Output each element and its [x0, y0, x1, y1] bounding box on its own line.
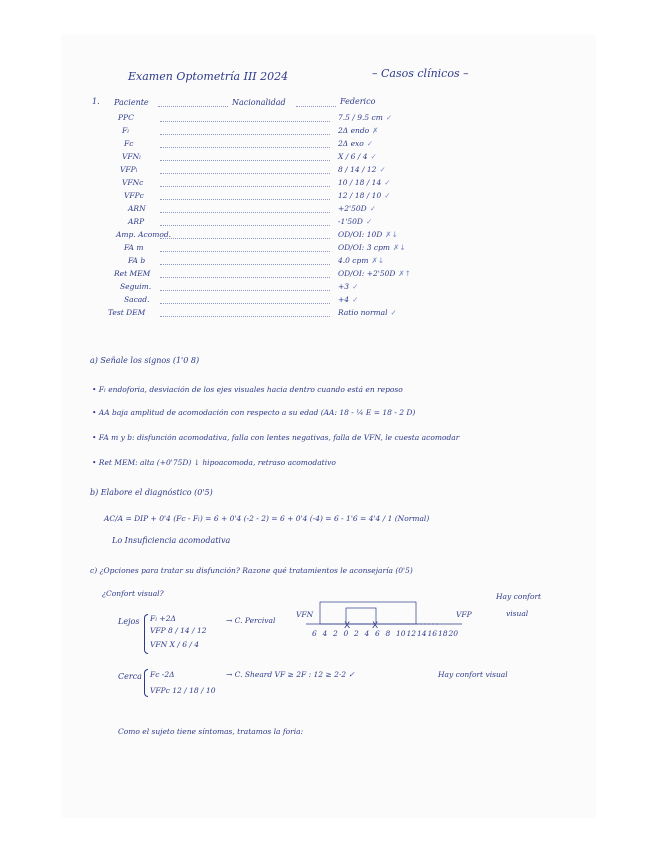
confort-question: ¿Confort visual? — [102, 589, 164, 598]
finding-value-text: 8 / 14 / 12 — [338, 165, 377, 174]
finding-value-text: 2Δ exo — [338, 139, 364, 148]
section-a-bullet: • FA m y b: disfunción acomodativa, falla con lentes negativas, falla de VFN, le cuesta acomodar — [92, 433, 460, 442]
scale-tick-label: 0 — [343, 629, 349, 638]
dotted-leader — [160, 212, 330, 213]
finding-value — [338, 139, 373, 148]
cerca-line: VFPc 12 / 18 / 10 — [150, 686, 216, 695]
cerca-line: Fc -2Δ — [150, 670, 175, 679]
dotted-leader — [296, 106, 336, 107]
finding-mark: ✓ — [384, 191, 391, 200]
case-number: 1. — [92, 97, 100, 106]
finding-mark: ✓ — [370, 152, 377, 161]
finding-value-text: OD/OI: 3 cpm — [338, 243, 390, 252]
finding-value-text: 7.5 / 9.5 cm — [338, 113, 383, 122]
finding-value-text: 4.0 cpm — [338, 256, 369, 265]
finding-mark: ✓ — [352, 295, 359, 304]
lejos-result: → C. Percival — [226, 616, 276, 625]
finding-label: VFNc — [122, 178, 144, 187]
finding-value-text: 10 / 18 / 14 — [338, 178, 382, 187]
section-a-heading: a) Señale los signos (1'0 8) — [90, 356, 200, 365]
section-a-bullet: • AA baja amplitud de acomodación con respecto a su edad (AA: 18 - ¼ E = 18 - 2 D) — [92, 408, 416, 417]
dotted-leader — [160, 316, 330, 317]
finding-value — [338, 126, 378, 135]
lejos-line: VFN X / 6 / 4 — [150, 640, 200, 649]
finding-mark: ✓ — [385, 113, 393, 122]
finding-label: Fₗ — [122, 126, 130, 135]
section-b-heading: b) Elabore el diagnóstico (0'5) — [90, 488, 213, 497]
dotted-leader — [160, 173, 330, 174]
confort-note-1: Hay confort — [496, 592, 542, 601]
final-note: Como el sujeto tiene síntomas, tratamos la foria: — [118, 727, 304, 736]
finding-mark: ✗↓ — [392, 243, 406, 252]
nacionalidad-label: Nacionalidad — [232, 98, 286, 107]
dotted-leader — [160, 303, 330, 304]
finding-value — [338, 178, 391, 187]
finding-value-text: 2Δ endo — [338, 126, 370, 135]
finding-mark: ✓ — [365, 217, 373, 226]
finding-value-text: 12 / 18 / 10 — [338, 191, 382, 200]
finding-label: VFNₗ — [122, 152, 142, 161]
finding-value — [338, 191, 391, 200]
section-c-heading: c) ¿Opciones para tratar su disfunción? Razone qué tratamientos le aconsejaría (0'5) — [90, 566, 413, 575]
finding-label: Test DEM — [108, 308, 146, 317]
scale-tick-label: 4 — [322, 629, 328, 638]
finding-label: FA b — [128, 256, 146, 265]
scale-left-label: VFN — [296, 610, 314, 619]
scale-tick-label: 10 — [396, 629, 406, 638]
dotted-leader — [160, 199, 330, 200]
finding-mark: ✓ — [366, 139, 374, 148]
finding-label: Ret MEM — [114, 269, 151, 278]
dotted-leader — [160, 186, 330, 187]
dotted-leader — [160, 251, 330, 252]
dotted-leader — [160, 147, 330, 148]
finding-label: FA m — [124, 243, 144, 252]
finding-label: PPC — [118, 113, 134, 122]
exam-title: Examen Optometría III 2024 — [128, 70, 289, 83]
finding-mark: ✓ — [379, 165, 386, 174]
notebook-sheet — [62, 35, 595, 817]
svg-text:X: X — [372, 621, 379, 631]
finding-value-text: Ratio normal — [338, 308, 388, 317]
lejos-label: Lejos — [118, 617, 140, 626]
dotted-leader — [160, 160, 330, 161]
finding-value — [338, 243, 406, 252]
finding-label: VFPc — [124, 191, 144, 200]
section-a-bullet: • Ret MEM: alta (+0'75D) ↓ hipoacomoda, retraso acomodativo — [92, 458, 336, 467]
finding-value — [338, 308, 397, 317]
finding-value — [338, 152, 377, 161]
finding-label: ARN — [128, 204, 146, 213]
finding-value — [338, 295, 358, 304]
finding-label: Seguim. — [120, 282, 152, 291]
brace-lejos — [144, 614, 148, 654]
diagnosis-conclusion: Lo Insuficiencia acomodativa — [112, 536, 231, 545]
scale-tick-label: 6 — [375, 629, 380, 638]
confort-note-2: visual — [506, 609, 529, 618]
finding-value — [338, 113, 392, 122]
dotted-leader — [160, 264, 330, 265]
scale-tick-label: 16 — [427, 629, 438, 638]
finding-value — [338, 165, 386, 174]
finding-value — [338, 256, 384, 265]
scale-tick-label: 2 — [333, 629, 338, 638]
finding-value — [338, 282, 358, 291]
dotted-leader — [160, 277, 330, 278]
paciente-label: Paciente — [114, 98, 149, 107]
finding-mark: ✗↑ — [398, 269, 411, 278]
lejos-line: VFP 8 / 14 / 12 — [150, 626, 207, 635]
finding-mark: ✗↓ — [385, 230, 398, 239]
scale-tick-label: 18 — [438, 629, 448, 638]
scale-tick-label: 6 — [312, 629, 317, 638]
scale-tick-label: 8 — [385, 629, 391, 638]
finding-label: Fc — [124, 139, 134, 148]
finding-value — [338, 269, 411, 278]
finding-mark: ✓ — [352, 282, 359, 291]
finding-label: Amp. Acomod. — [116, 230, 172, 239]
exam-subtitle: – Casos clínicos – — [372, 67, 469, 80]
scale-tick-label: 12 — [406, 629, 417, 638]
finding-mark: ✓ — [390, 308, 397, 317]
cerca-label: Cerca — [118, 672, 142, 681]
finding-value-text: +4 — [338, 295, 350, 304]
svg-text:X: X — [344, 621, 351, 631]
finding-value-text: OD/OI: 10D — [338, 230, 383, 239]
dotted-leader — [160, 290, 330, 291]
finding-mark: ✗ — [372, 126, 379, 135]
finding-value-text: X / 6 / 4 — [338, 152, 368, 161]
acia-formula: AC/A = DIP + 0'4 (Fc - Fₗ) = 6 + 0'4 (-2 - 2) = 6 + 0'4 (-4) = 6 - 1'6 = 4'4 / 1 (Normal) — [104, 514, 430, 523]
dotted-leader — [160, 225, 330, 226]
finding-value — [338, 204, 376, 213]
finding-label: VFPₗ — [120, 165, 138, 174]
brace-cerca — [144, 669, 148, 697]
finding-value-text: +3 — [338, 282, 350, 291]
dotted-leader — [158, 106, 228, 107]
scale-tick-label: 14 — [417, 629, 427, 638]
scale-tick-label: 2 — [354, 629, 359, 638]
scale-right-label: VFP — [456, 610, 472, 619]
dotted-leader — [160, 121, 330, 122]
finding-mark: ✓ — [369, 204, 376, 213]
finding-value — [338, 230, 398, 239]
scale-tick-label: 20 — [448, 629, 459, 638]
finding-value-text: OD/OI: +2'50D — [338, 269, 396, 278]
section-a-bullet: • Fₗ endoforia, desviación de los ejes visuales hacia dentro cuando está en reposo — [92, 385, 403, 394]
finding-label: ARP — [128, 217, 145, 226]
lejos-line: Fₗ +2Δ — [150, 614, 176, 623]
cerca-note: Hay confort visual — [438, 670, 508, 679]
finding-value-text: +2'50D — [338, 204, 367, 213]
dotted-leader — [160, 238, 330, 239]
cerca-result: → C. Sheard VF ≥ 2F : 12 ≥ 2·2 ✓ — [226, 670, 355, 679]
patient-name: Federico — [340, 97, 376, 106]
finding-value-text: -1'50D — [338, 217, 363, 226]
finding-value — [338, 217, 372, 226]
finding-mark: ✗↓ — [371, 256, 385, 265]
scale-tick-label: 4 — [364, 629, 370, 638]
finding-label: Sacad. — [124, 295, 150, 304]
finding-mark: ✓ — [384, 178, 391, 187]
dotted-leader — [160, 134, 330, 135]
